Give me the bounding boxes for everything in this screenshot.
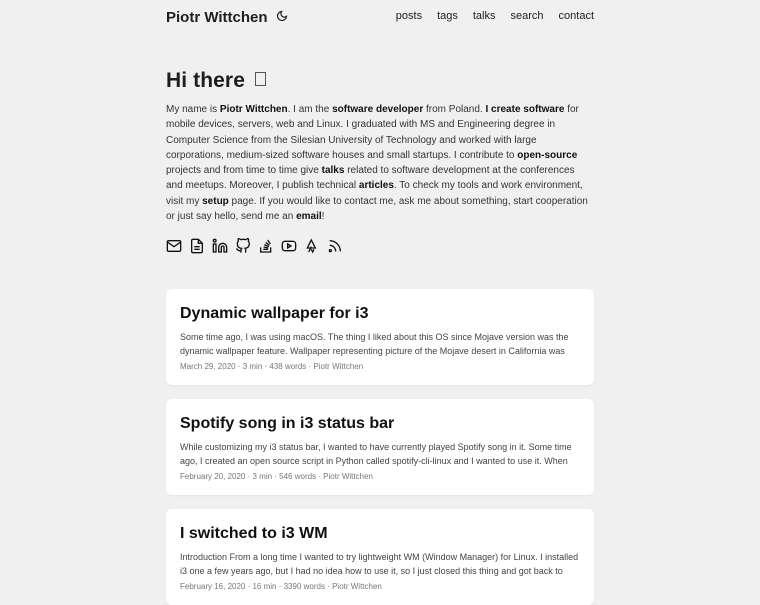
- post-card[interactable]: [166, 289, 594, 385]
- post-meta: March 29, 2020 · 3 min · 438 words · Piotr Wittchen: [180, 362, 364, 372]
- github-icon[interactable]: [235, 238, 251, 254]
- mail-icon[interactable]: [166, 238, 182, 254]
- posts-list: [166, 289, 594, 605]
- moon-icon[interactable]: [276, 10, 288, 25]
- post-summary: While customizing my i3 status bar, I wanted to have currently played Spotify song in it. Some time ago, I created an open source script in Python called spotify-cli-linux and I wanted to use it. When: [180, 442, 572, 466]
- site-header: [166, 0, 594, 36]
- bio-part: for mobile devices, servers, web and Linux. I graduated with MS and Engineering degree in Computer Science from the Silesian University of Technology and worked with large corporations, medium-sized software houses and small startups. I contribute to: [166, 104, 579, 161]
- post-card[interactable]: [166, 399, 594, 495]
- nav-posts[interactable]: posts: [395, 10, 423, 22]
- post-title[interactable]: Dynamic wallpaper for i3: [180, 305, 369, 323]
- social-icons: [166, 238, 594, 254]
- bio-articles-link[interactable]: articles: [358, 180, 394, 192]
- page-container: [166, 0, 594, 605]
- bio-part: projects and from time to time give: [166, 165, 322, 177]
- post-meta: February 16, 2020 · 16 min · 3390 words · Piotr Wittchen: [180, 582, 382, 592]
- resume-icon[interactable]: [189, 238, 205, 254]
- bio-part: page. If you would like to contact me, ask me about something, start cooperation or just say hello, send me an: [166, 195, 588, 223]
- bio-part: related to software development at the conferences and meetups. Moreover, I publish technical: [166, 165, 575, 192]
- bio-part: . To check my tools and work environment, visit my: [166, 180, 583, 207]
- youtube-icon[interactable]: [281, 238, 297, 254]
- post-meta: February 20, 2020 · 3 min · 546 words · Piotr Wittchen: [180, 472, 373, 482]
- linkedin-icon[interactable]: [212, 238, 228, 254]
- nav-search[interactable]: search: [510, 10, 544, 22]
- nav-contact[interactable]: contact: [558, 10, 594, 22]
- bio-part: !: [321, 211, 325, 223]
- bio-text: [166, 102, 594, 224]
- post-title[interactable]: I switched to i3 WM: [180, 525, 328, 543]
- site-title-link[interactable]: Piotr Wittchen: [166, 8, 268, 26]
- bio-email-link[interactable]: email: [296, 211, 322, 223]
- bio-name: Piotr Wittchen: [219, 104, 288, 115]
- intro-section: [166, 69, 594, 254]
- bio-part: . I am the: [287, 104, 333, 115]
- logo: [166, 9, 288, 26]
- intro-heading: [166, 69, 594, 93]
- post-summary: Introduction From a long time I wanted to try lightweight WM (Window Manager) for Linux. I installed i3 one a few years ago, but I had no idea how to use it, so I just closed this thing and got back to: [180, 552, 579, 576]
- stackoverflow-icon[interactable]: [258, 238, 274, 254]
- wave-icon: [255, 72, 266, 86]
- nav-tags[interactable]: tags: [437, 10, 458, 22]
- bio-create-link[interactable]: I create software: [485, 104, 565, 115]
- bio-setup-link[interactable]: setup: [202, 195, 229, 207]
- rss-icon[interactable]: [327, 238, 343, 254]
- post-title[interactable]: Spotify song in i3 status bar: [180, 415, 395, 433]
- nav-talks[interactable]: talks: [472, 10, 496, 22]
- post-card[interactable]: [166, 509, 594, 605]
- bio-part: My name is: [166, 104, 220, 115]
- main-nav: [396, 10, 594, 22]
- bio-part: from Poland.: [423, 104, 486, 115]
- strava-icon[interactable]: [304, 238, 320, 254]
- bio-role: software developer: [332, 104, 424, 115]
- post-summary: Some time ago, I was using macOS. The thing I liked about this OS since Mojave version was the dynamic wallpaper feature. Wallpaper representing picture of the Mojave desert in California was: [180, 332, 569, 356]
- intro-heading-text: Hi there: [166, 69, 245, 92]
- bio-oss-link[interactable]: open-source: [517, 149, 578, 161]
- bio-talks-link[interactable]: talks: [321, 165, 345, 177]
